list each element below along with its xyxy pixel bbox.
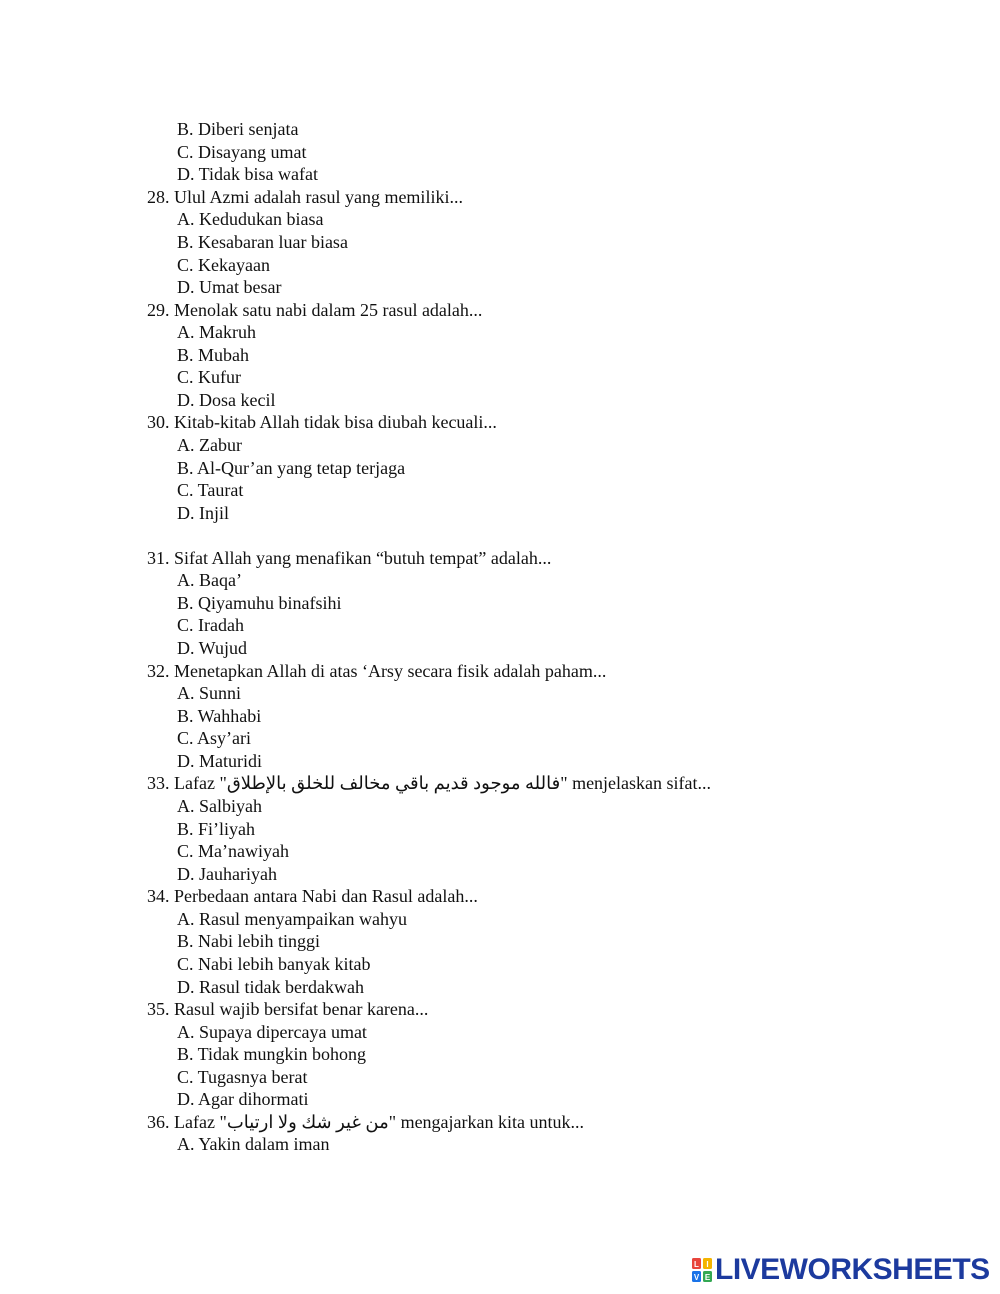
svg-text:I: I xyxy=(706,1260,709,1269)
option-33-c: C. Ma’nawiyah xyxy=(177,841,289,861)
liveworksheets-logo-text: LIVEWORKSHEETS xyxy=(715,1253,990,1286)
option-28-b: B. Kesabaran luar biasa xyxy=(177,232,348,252)
option-29-d: D. Dosa kecil xyxy=(177,390,276,410)
option-32-c: C. Asy’ari xyxy=(177,728,251,748)
option-27-c: C. Disayang umat xyxy=(177,142,307,162)
option-28-d: D. Umat besar xyxy=(177,277,282,297)
liveworksheets-logo[interactable] xyxy=(691,1254,990,1286)
option-36-a: A. Yakin dalam iman xyxy=(177,1134,330,1154)
option-31-c: C. Iradah xyxy=(177,615,244,635)
option-29-c: C. Kufur xyxy=(177,367,241,387)
option-34-d: D. Rasul tidak berdakwah xyxy=(177,977,364,997)
option-33-b: B. Fi’liyah xyxy=(177,819,256,839)
option-34-c: C. Nabi lebih banyak kitab xyxy=(177,954,371,974)
option-30-b: B. Al-Qur’an yang tetap terjaga xyxy=(177,458,406,478)
question-36: 36. Lafaz "من غير شك ولا ارتياب" mengajarkan kita untuk... xyxy=(147,1112,585,1132)
svg-text:E: E xyxy=(704,1273,711,1282)
question-33: 33. Lafaz "فالله موجود قديم باقي مخالف للخلق بالإطلاق" menjelaskan sifat... xyxy=(147,773,712,793)
option-33-a: A. Salbiyah xyxy=(177,796,262,816)
option-30-a: A. Zabur xyxy=(177,435,242,455)
liveworksheets-logo-icon xyxy=(691,1257,713,1283)
question-28: 28. Ulul Azmi adalah rasul yang memiliki... xyxy=(147,187,463,207)
question-34: 34. Perbedaan antara Nabi dan Rasul adalah... xyxy=(147,886,478,906)
option-32-a: A. Sunni xyxy=(177,683,242,703)
option-30-d: D. Injil xyxy=(177,503,229,523)
option-32-d: D. Maturidi xyxy=(177,751,262,771)
svg-text:V: V xyxy=(693,1273,700,1282)
option-31-b: B. Qiyamuhu binafsihi xyxy=(177,593,342,613)
question-31: 31. Sifat Allah yang menafikan “butuh tempat” adalah... xyxy=(147,548,552,568)
question-35: 35. Rasul wajib bersifat benar karena... xyxy=(147,999,429,1019)
question-30: 30. Kitab-kitab Allah tidak bisa diubah kecuali... xyxy=(147,412,497,432)
svg-text:L: L xyxy=(694,1260,699,1269)
option-35-a: A. Supaya dipercaya umat xyxy=(177,1022,367,1042)
option-35-c: C. Tugasnya berat xyxy=(177,1067,308,1087)
option-34-b: B. Nabi lebih tinggi xyxy=(177,931,320,951)
question-29: 29. Menolak satu nabi dalam 25 rasul adalah... xyxy=(147,300,483,320)
option-30-c: C. Taurat xyxy=(177,480,244,500)
option-35-d: D. Agar dihormati xyxy=(177,1089,309,1109)
option-28-c: C. Kekayaan xyxy=(177,255,270,275)
question-32: 32. Menetapkan Allah di atas ‘Arsy secara fisik adalah paham... xyxy=(147,661,607,681)
option-31-d: D. Wujud xyxy=(177,638,247,658)
option-31-a: A. Baqa’ xyxy=(177,570,242,590)
option-34-a: A. Rasul menyampaikan wahyu xyxy=(177,909,407,929)
option-29-a: A. Makruh xyxy=(177,322,256,342)
option-33-d: D. Jauhariyah xyxy=(177,864,277,884)
option-29-b: B. Mubah xyxy=(177,345,249,365)
option-27-d: D. Tidak bisa wafat xyxy=(177,164,318,184)
option-32-b: B. Wahhabi xyxy=(177,706,262,726)
option-35-b: B. Tidak mungkin bohong xyxy=(177,1044,367,1064)
option-28-a: A. Kedudukan biasa xyxy=(177,209,324,229)
option-27-b: B. Diberi senjata xyxy=(177,119,299,139)
